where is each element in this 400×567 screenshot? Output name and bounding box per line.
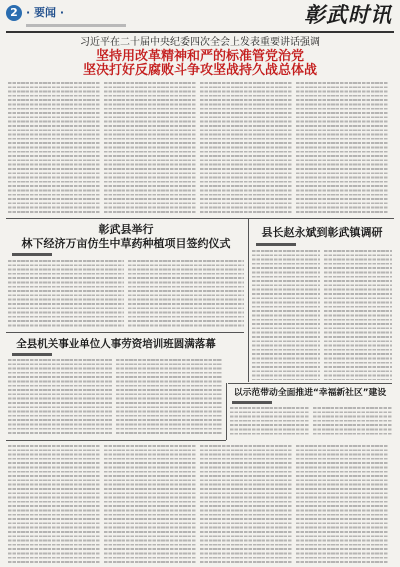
section-divider <box>228 383 392 384</box>
community-article-body-column <box>200 445 292 563</box>
page-number-badge: 2 <box>6 5 22 21</box>
lead-article-body-column <box>8 82 100 214</box>
training-article-body-column <box>116 359 222 436</box>
inspection-article-byline <box>256 243 296 246</box>
masthead-logo: 彰武时讯 <box>304 2 392 27</box>
community-article-body-column <box>296 445 388 563</box>
training-article-body-column <box>8 359 112 436</box>
signing-article-body-column <box>8 260 124 328</box>
training-article-byline <box>12 353 52 356</box>
edition-info-line <box>26 24 126 27</box>
community-article-body-column <box>104 445 196 563</box>
community-article-byline <box>232 401 272 404</box>
column-divider <box>248 219 249 382</box>
community-article-body-column <box>313 407 392 436</box>
lead-article-body-column <box>200 82 292 214</box>
community-article-body-column <box>8 445 100 563</box>
lead-article-kicker: 习近平在二十届中央纪委四次全会上发表重要讲话强调 <box>80 37 320 48</box>
signing-article-kicker: 彰武县举行 <box>98 223 154 236</box>
section-divider <box>6 440 226 441</box>
inspection-article-body-column <box>252 250 320 380</box>
signing-article-byline <box>12 253 52 256</box>
section-label: · 要闻 · <box>26 6 65 19</box>
lead-article-body-column <box>104 82 196 214</box>
signing-article-headline: 林下经济万亩仿生中草药种植项目签约仪式 <box>21 237 231 250</box>
lead-article-headline-2: 坚决打好反腐败斗争攻坚战持久战总体战 <box>82 63 317 78</box>
lead-article-headline-1: 坚持用改革精神和严的标准管党治党 <box>95 49 304 64</box>
column-divider <box>226 383 227 440</box>
inspection-article-body-column <box>324 250 392 380</box>
signing-article-body-column <box>128 260 244 328</box>
inspection-article-headline: 县长赵永斌到彰武镇调研 <box>261 226 383 239</box>
section-divider <box>6 332 244 333</box>
header-rule <box>6 31 394 33</box>
community-article-body-column <box>230 407 309 436</box>
section-divider <box>6 218 394 219</box>
community-article-headline: 以示范带动全面推进“幸福新社区”建设 <box>233 388 387 398</box>
training-article-headline: 全县机关事业单位人事劳资培训班圆满落幕 <box>16 338 216 350</box>
lead-article-body-column <box>296 82 388 214</box>
